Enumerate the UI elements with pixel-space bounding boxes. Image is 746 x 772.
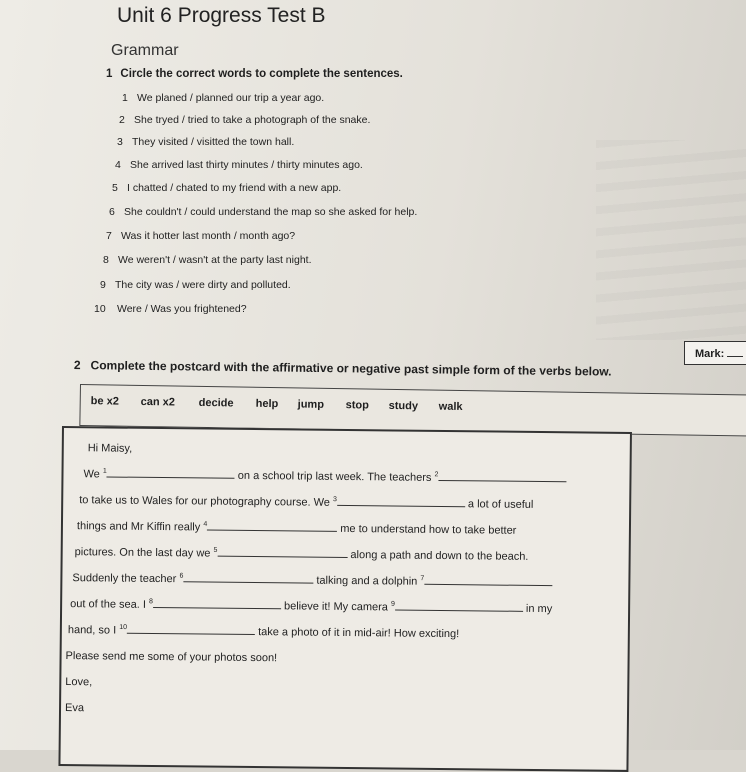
answer-gap <box>207 520 337 532</box>
postcard-line: to take us to Wales for our photography course. We $^3$ a lot of useful <box>79 494 534 511</box>
mark-box: Mark: <box>684 341 746 365</box>
postcard-line: Please send me some of your photos soon! <box>65 650 278 665</box>
answer-gap <box>107 466 235 478</box>
postcard-line: out of the sea. I $^8$ believe it! My camera $^9$ in my <box>70 598 553 616</box>
word-bank-item: can x2 <box>140 395 176 409</box>
postcard-signature: Eva <box>64 702 85 715</box>
answer-gap <box>183 571 313 583</box>
gap-number: 10 <box>119 623 128 632</box>
exercise-item: 3 They visited / visitted the town hall. <box>117 136 295 148</box>
exercise-item: 1 We planed / planned our trip a year ago. <box>122 92 325 104</box>
exercise-item: 6 She couldn't / could understand the map so she asked for help. <box>109 206 418 218</box>
gap-number: 7 <box>420 575 425 583</box>
answer-gap <box>337 495 465 507</box>
word-bank-item: help <box>255 397 279 411</box>
section-title: Grammar <box>111 42 179 59</box>
gap-number: 4 <box>203 520 208 528</box>
word-bank-item: study <box>388 399 419 413</box>
word-bank-item: stop <box>345 399 370 412</box>
postcard-line: things and Mr Kiffin really $^4$ me to understand how to take better <box>76 520 517 537</box>
answer-gap <box>424 574 552 586</box>
postcard-greeting: Hi Maisy, <box>87 442 133 455</box>
gap-number: 8 <box>149 598 154 606</box>
postcard <box>58 426 632 772</box>
postcard-line: Suddenly the teacher $^6$ talking and a dolphin $^7$ <box>72 570 552 589</box>
word-bank-item: walk <box>438 400 463 414</box>
exercise-item: 10 Were / Was you frightened? <box>94 303 247 315</box>
exercise-item: 9 The city was / were dirty and polluted. <box>100 279 291 291</box>
gap-number: 5 <box>213 546 218 554</box>
page-shadow <box>596 140 746 340</box>
gap-number: 6 <box>179 572 184 580</box>
postcard-line: pictures. On the last day we $^5$ along a path and down to the beach. <box>74 546 529 563</box>
gap-number: 3 <box>332 496 337 504</box>
exercise-item: 8 We weren't / wasn't at the party last night. <box>103 254 312 266</box>
gap-number: 9 <box>390 600 395 608</box>
postcard-line: We $^1$ on a school trip last week. The teachers $^2$ <box>83 466 566 485</box>
gap-number: 2 <box>434 471 439 479</box>
word-bank-item: jump <box>297 398 325 411</box>
answer-gap <box>438 470 566 482</box>
postcard-closing: Love, <box>65 676 93 689</box>
exercise-number: 1 <box>106 68 113 80</box>
answer-gap <box>395 599 523 611</box>
word-bank-item: decide <box>198 396 234 410</box>
exercise-item: 4 She arrived last thirty minutes / thirty minutes ago. <box>115 159 363 171</box>
exercise-instruction: Complete the postcard with the affirmative or negative past simple form of the verbs below. <box>90 358 612 379</box>
word-bank-item: be x2 <box>90 395 119 408</box>
postcard-line: hand, so I $^{10}$ take a photo of it in mid-air! How exciting! <box>67 623 460 641</box>
page-title: Unit 6 Progress Test B <box>117 4 326 27</box>
answer-gap <box>153 597 281 609</box>
exercise-2-heading <box>74 358 612 379</box>
exercise-item: 5 I chatted / chated to my friend with a new app. <box>112 182 342 194</box>
answer-gap <box>127 623 255 635</box>
exercise-item: 2 She tryed / tried to take a photograph of the snake. <box>119 114 371 126</box>
answer-gap <box>217 546 347 558</box>
exercise-instruction: Circle the correct words to complete the sentences. <box>120 68 403 80</box>
exercise-number: 2 <box>73 358 81 373</box>
exercise-1-heading <box>106 68 403 80</box>
gap-number: 1 <box>102 467 107 475</box>
exercise-item: 7 Was it hotter last month / month ago? <box>106 230 296 242</box>
